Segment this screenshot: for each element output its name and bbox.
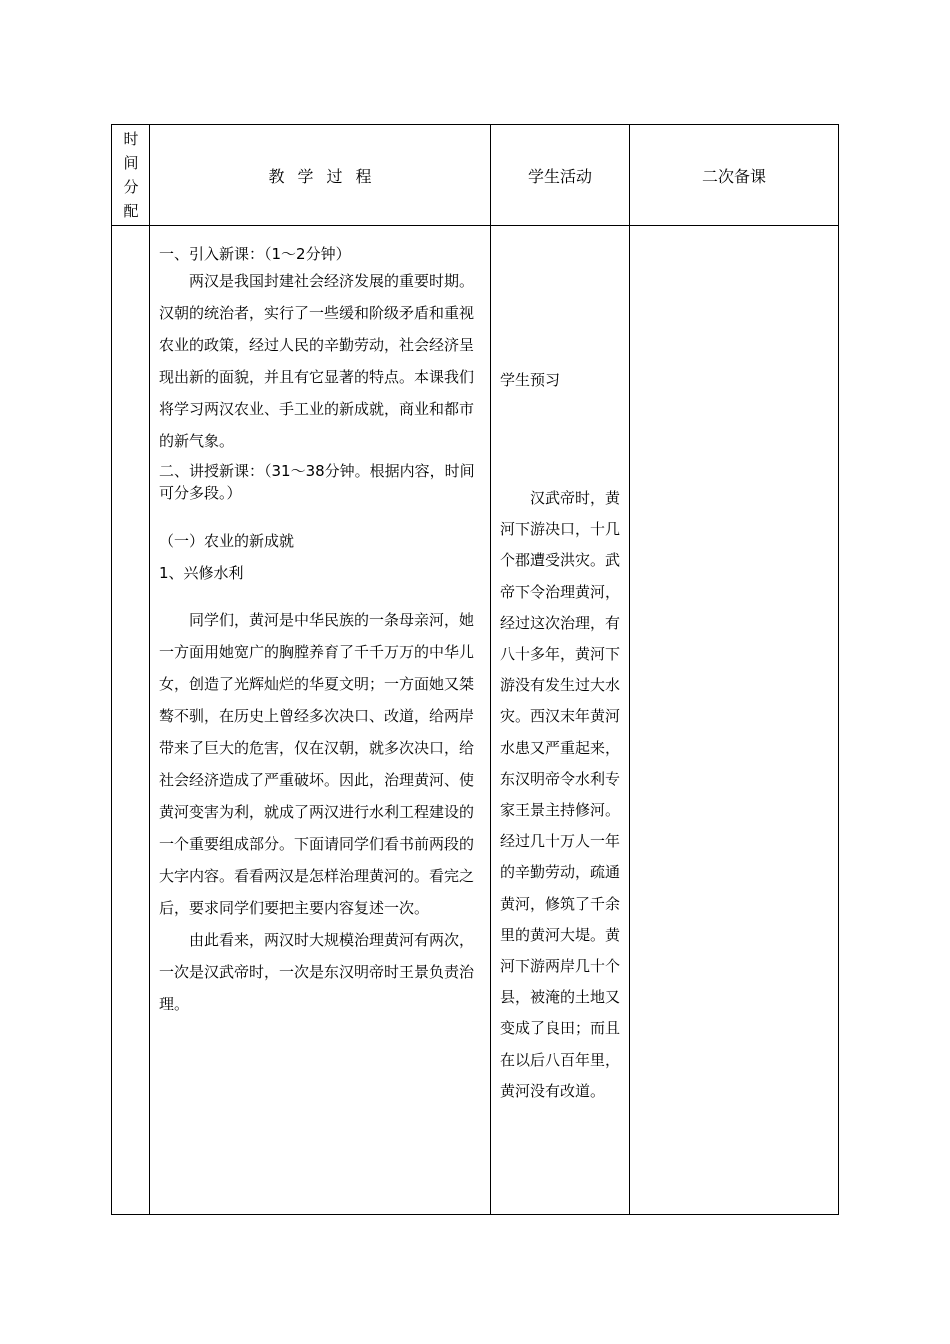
teaching-process-column: [151, 226, 490, 1020]
header-student-activity: [491, 125, 629, 225]
header-time-allocation: [112, 125, 150, 225]
student-activity-column: [492, 226, 630, 1107]
header-time-char: 时: [123, 130, 139, 148]
header-student-activity-label: 学生活动: [527, 166, 592, 186]
conclusion-paragraph: 由此看来，两汉时大规模治理黄河有两次，一次是汉武帝时，一次是东汉明帝时王景负责治理。: [159, 931, 475, 1013]
header-teaching-process-label: 教学过程: [268, 166, 385, 186]
header-second-prep: [630, 125, 838, 225]
header-time-char: 配: [123, 202, 139, 220]
subsection-title: 1、兴修水利: [159, 564, 244, 582]
activity-preview: 学生预习: [500, 371, 561, 389]
column-divider: [490, 125, 491, 1214]
intro-heading: 一、引入新课：（1～2分钟）: [159, 245, 351, 263]
header-time-char: 间: [123, 154, 139, 172]
header-teaching-process: [150, 125, 490, 225]
lecture-heading: 二、讲授新课：（31～38分钟。根据内容，时间可分多段。）: [159, 462, 475, 502]
header-second-prep-label: 二次备课: [701, 166, 766, 186]
activity-river-history: 汉武帝时，黄河下游决口，十几个郡遭受洪灾。武帝下令治理黄河，经过这次治理，有八十多年，黄河下游没有发生过大水灾。西汉末年黄河水患又严重起来，东汉明帝令水利专家王景主持修河。经过几十万人一年的辛勤劳动，疏通黄河，修筑了千余里的黄河大堤。黄河下游两岸几十个县，被淹的土地又变成了良田；而且在以后八百年里，黄河没有改道。: [500, 489, 621, 1100]
river-paragraph: 同学们，黄河是中华民族的一条母亲河，她一方面用她宽广的胸膛养育了千千万万的中华儿女，创造了光辉灿烂的华夏文明；一方面她又桀骜不驯，在历史上曾经多次决口、改道，给两岸带来了巨大的危害，仅在汉朝，就多次决口，给社会经济造成了严重破坏。因此，治理黄河、使黄河变害为利，就成了两汉进行水利工程建设的一个重要组成部分。下面请同学们看书前两段的大字内容。看看两汉是怎样治理黄河的。看完之后，要求同学们要把主要内容复述一次。: [159, 611, 475, 917]
lesson-plan-table: [111, 124, 839, 1215]
section-title: （一）农业的新成就: [159, 532, 295, 550]
column-divider: [149, 125, 150, 1214]
intro-paragraph: 两汉是我国封建社会经济发展的重要时期。汉朝的统治者，实行了一些缓和阶级矛盾和重视农业的政策，经过人民的辛勤劳动，社会经济呈现出新的面貌，并且有它显著的特点。本课我们将学习两汉农业、手工业的新成就，商业和都市的新气象。: [159, 272, 475, 450]
header-time-char: 分: [123, 178, 139, 196]
